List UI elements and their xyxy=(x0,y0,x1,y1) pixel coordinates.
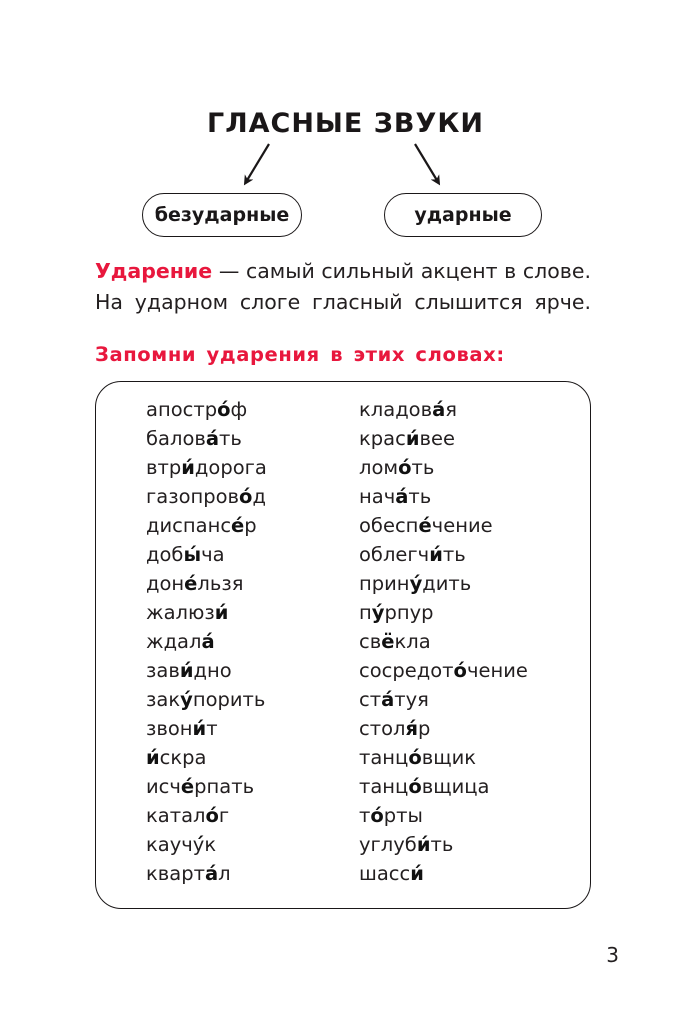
word-prefix: доб xyxy=(146,543,184,566)
stressed-vowel: и́ xyxy=(405,427,420,450)
word-suffix: ть xyxy=(411,456,435,479)
definition-line-2: На ударном слоге гласный слышится ярче. xyxy=(95,290,591,314)
word-prefix: жалюз xyxy=(146,601,215,624)
stressed-vowel: е́ xyxy=(180,775,195,798)
word-prefix: газопров xyxy=(146,485,240,508)
definition-term: Ударение xyxy=(95,259,213,283)
word-suffix: вее xyxy=(419,427,455,450)
word-suffix: ть xyxy=(408,485,432,508)
word-item xyxy=(359,453,528,482)
section-heading: Запомни ударения в этих словах: xyxy=(95,343,505,366)
word-suffix: скра xyxy=(159,746,207,769)
word-item xyxy=(146,627,267,656)
stressed-vowel: и́ xyxy=(146,746,160,769)
stressed-vowel: о́ xyxy=(398,456,412,479)
word-item xyxy=(146,511,267,540)
stressed-vowel: а́ xyxy=(381,688,395,711)
stressed-vowel: о́ xyxy=(217,398,231,421)
word-column-2 xyxy=(359,395,528,888)
stressed-vowel: а́ xyxy=(205,427,220,450)
arrow-right-icon xyxy=(415,144,438,182)
word-prefix: шасс xyxy=(359,862,411,885)
word-suffix: д xyxy=(252,485,266,508)
word-prefix: прин xyxy=(359,572,410,595)
word-prefix: нач xyxy=(359,485,396,508)
word-item xyxy=(146,424,267,453)
word-item xyxy=(359,714,528,743)
word-item xyxy=(359,627,528,656)
stressed-vowel: о́ xyxy=(370,804,384,827)
word-prefix: стол xyxy=(359,717,406,740)
stressed-vowel: о́ xyxy=(453,659,467,682)
stressed-vowel: я́ xyxy=(405,717,419,740)
word-suffix: р xyxy=(418,717,431,740)
stressed-vowel: е́ xyxy=(184,572,198,595)
word-column-1 xyxy=(146,395,267,888)
word-item xyxy=(146,569,267,598)
word-suffix: чение xyxy=(466,659,528,682)
word-suffix: туя xyxy=(394,688,429,711)
word-prefix: крас xyxy=(359,427,406,450)
stressed-vowel: и́ xyxy=(416,833,431,856)
word-prefix: ст xyxy=(359,688,382,711)
word-suffix: рпать xyxy=(194,775,255,798)
word-prefix: обесп xyxy=(359,514,419,537)
word-prefix: дон xyxy=(146,572,185,595)
stressed-vowel: и́ xyxy=(429,543,443,566)
stressed-vowel: о́ xyxy=(408,746,422,769)
word-suffix: вщик xyxy=(421,746,477,769)
word-suffix: ча xyxy=(201,543,225,566)
stressed-vowel: а́ xyxy=(204,862,219,885)
unstressed-label-text: безударные xyxy=(154,204,290,226)
word-suffix: к xyxy=(204,833,217,856)
word-prefix: звон xyxy=(146,717,193,740)
stressed-vowel: и́ xyxy=(179,659,194,682)
word-prefix: втр xyxy=(146,456,182,479)
word-prefix: св xyxy=(359,630,382,653)
stressed-vowel: и́ xyxy=(181,456,195,479)
word-item xyxy=(146,482,267,511)
unstressed-vowels-label xyxy=(142,193,302,237)
word-item xyxy=(359,569,528,598)
stressed-vowels-label xyxy=(384,193,542,237)
word-item xyxy=(359,685,528,714)
word-prefix: балов xyxy=(146,427,206,450)
word-prefix: танц xyxy=(359,775,409,798)
stressed-vowel: а́ xyxy=(432,398,446,421)
page-number: 3 xyxy=(606,943,619,967)
word-prefix: облегч xyxy=(359,543,430,566)
word-suffix: рты xyxy=(383,804,423,827)
word-suffix: дорога xyxy=(194,456,267,479)
word-item xyxy=(146,395,267,424)
word-suffix: ф xyxy=(230,398,248,421)
word-item xyxy=(359,656,528,685)
stressed-vowel: а́ xyxy=(395,485,409,508)
word-item xyxy=(359,424,528,453)
word-suffix: г xyxy=(218,804,230,827)
word-prefix: зав xyxy=(146,659,180,682)
word-prefix: диспанс xyxy=(146,514,232,537)
page-title: ГЛАСНЫЕ ЗВУКИ xyxy=(206,108,484,139)
word-prefix: лом xyxy=(359,456,399,479)
word-item xyxy=(146,540,267,569)
word-item xyxy=(146,801,267,830)
stressed-vowel: ё xyxy=(381,630,395,653)
stressed-vowel: ы́ xyxy=(183,543,202,566)
stressed-vowel: у́ xyxy=(371,601,385,624)
word-suffix: ть xyxy=(442,543,466,566)
definition-text: — самый сильный акцент в слове. xyxy=(212,259,591,283)
word-item xyxy=(146,772,267,801)
word-prefix: т xyxy=(359,804,371,827)
word-suffix: порить xyxy=(192,688,266,711)
arrow-left-icon xyxy=(246,144,269,182)
word-item xyxy=(146,598,267,627)
word-suffix: кла xyxy=(394,630,431,653)
stressed-vowel: и́ xyxy=(192,717,207,740)
word-prefix: кладов xyxy=(359,398,433,421)
stressed-vowel: у́ xyxy=(409,572,423,595)
stressed-vowel: и́ xyxy=(410,862,424,885)
word-item xyxy=(359,395,528,424)
word-prefix: кварт xyxy=(146,862,205,885)
word-item xyxy=(359,801,528,830)
word-item xyxy=(146,714,267,743)
word-item xyxy=(146,685,267,714)
word-prefix: углуб xyxy=(359,833,417,856)
word-suffix: льзя xyxy=(197,572,244,595)
stressed-vowel: о́ xyxy=(239,485,253,508)
stressed-label-text: ударные xyxy=(414,204,512,226)
word-item xyxy=(146,830,267,859)
word-suffix: л xyxy=(218,862,231,885)
word-prefix: танц xyxy=(359,746,409,769)
word-prefix: апостр xyxy=(146,398,218,421)
word-item xyxy=(359,598,528,627)
word-prefix: п xyxy=(359,601,372,624)
word-suffix: ть xyxy=(430,833,454,856)
word-suffix: вщица xyxy=(421,775,490,798)
word-suffix: ть xyxy=(219,427,242,450)
word-suffix: т xyxy=(206,717,218,740)
stress-word-list-box xyxy=(95,381,591,909)
word-prefix: зак xyxy=(146,688,181,711)
word-item xyxy=(146,656,267,685)
word-suffix: р xyxy=(244,514,257,537)
word-item xyxy=(359,743,528,772)
word-item xyxy=(359,482,528,511)
word-suffix: дно xyxy=(193,659,232,682)
stressed-vowel: о́ xyxy=(205,804,219,827)
word-item xyxy=(359,511,528,540)
word-suffix: я xyxy=(445,398,458,421)
word-suffix: чение xyxy=(431,514,493,537)
stressed-vowel: у́ xyxy=(180,688,193,711)
word-item xyxy=(146,859,267,888)
stressed-vowel: е́ xyxy=(231,514,245,537)
stressed-vowel: и́ xyxy=(214,601,229,624)
word-item xyxy=(146,743,267,772)
stressed-vowel: а́ xyxy=(201,630,215,653)
word-item xyxy=(146,453,267,482)
stress-definition xyxy=(95,256,591,318)
word-prefix: сосредот xyxy=(359,659,454,682)
word-item xyxy=(359,540,528,569)
word-item xyxy=(359,859,528,888)
word-prefix: каучу xyxy=(146,833,205,856)
stressed-vowel: о́ xyxy=(408,775,422,798)
word-prefix: катал xyxy=(146,804,206,827)
word-prefix: исч xyxy=(146,775,181,798)
word-item xyxy=(359,830,528,859)
word-item xyxy=(359,772,528,801)
word-prefix: ждал xyxy=(146,630,202,653)
word-suffix: дить xyxy=(422,572,472,595)
stressed-vowel: е́ xyxy=(418,514,432,537)
word-suffix: рпур xyxy=(384,601,434,624)
definition-line-1 xyxy=(95,256,591,287)
